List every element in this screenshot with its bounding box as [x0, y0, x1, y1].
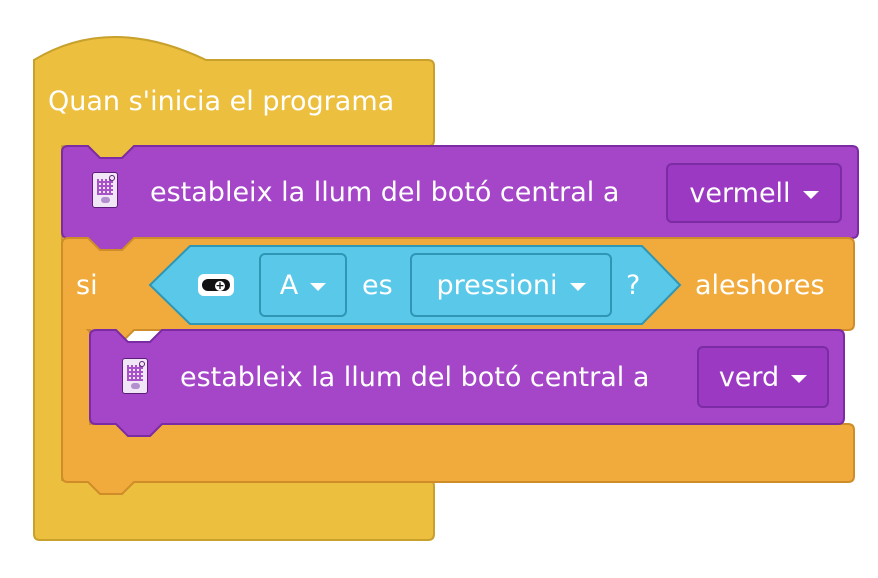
es-label: es — [362, 270, 393, 301]
if-label: si — [76, 270, 98, 301]
chevron-down-icon — [310, 283, 326, 291]
question-mark: ? — [626, 270, 641, 301]
hub-icon — [122, 358, 148, 394]
hat-label: Quan s'inicia el programa — [48, 86, 395, 117]
color-value-1: vermell — [689, 177, 791, 209]
state-value: pressioni — [436, 269, 558, 301]
state-dropdown[interactable] — [410, 253, 612, 317]
chevron-down-icon — [791, 375, 807, 383]
set-light-label-1: estableix la llum del botó central a — [150, 177, 620, 208]
remote-control-icon: + — [198, 274, 234, 296]
chevron-down-icon — [803, 191, 819, 199]
then-label: aleshores — [695, 270, 825, 301]
chevron-down-icon — [570, 283, 586, 291]
port-value: A — [279, 269, 299, 301]
color-dropdown-1[interactable] — [666, 163, 842, 223]
set-light-label-2: estableix la llum del botó central a — [180, 362, 650, 393]
color-dropdown-2[interactable] — [697, 346, 829, 408]
color-value-2: verd — [718, 361, 780, 393]
port-dropdown[interactable] — [259, 253, 347, 317]
hub-icon — [92, 172, 118, 208]
